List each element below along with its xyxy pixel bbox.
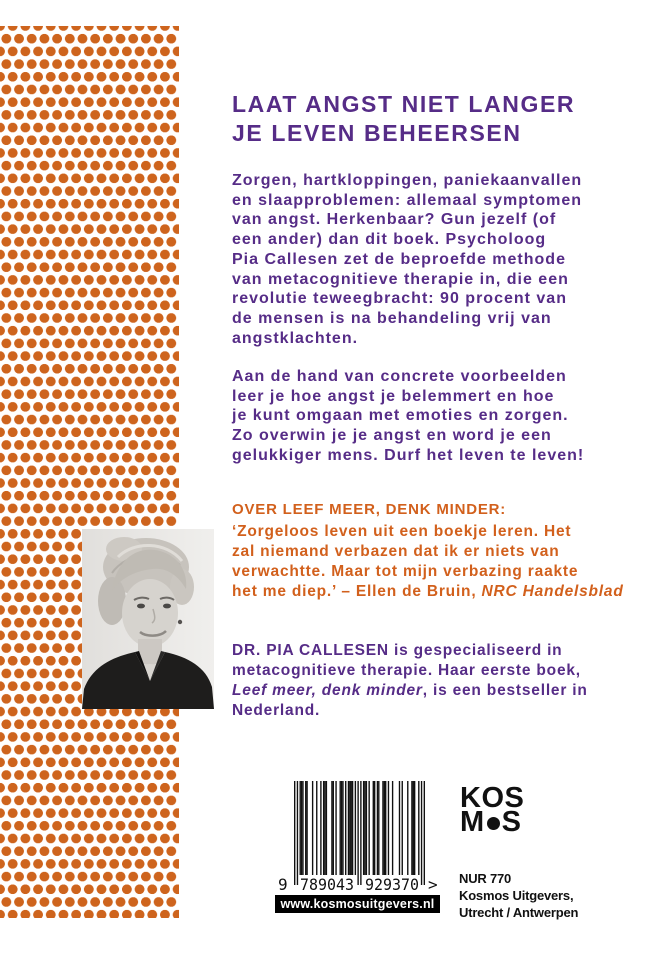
logo-letter: M xyxy=(460,806,485,838)
text-line xyxy=(232,681,588,701)
text-line: metacognitieve therapie. Haar eerste boek, xyxy=(232,662,581,679)
text-line: en slaapproblemen: allemaal symptomen xyxy=(232,191,582,209)
text-line: Aan de hand van concrete voorbeelden xyxy=(232,368,567,385)
logo-line xyxy=(460,806,524,838)
text-line: gelukkiger mens. Durf het leven te leven! xyxy=(232,446,585,464)
author-bio xyxy=(232,641,588,721)
blurb-paragraph-2 xyxy=(232,367,584,466)
page-title xyxy=(232,90,575,148)
text-line: een ander) dan dit boek. Psycholoog xyxy=(232,231,547,249)
title-line: LAAT ANGST NIET LANGER xyxy=(232,91,576,117)
text-line: Pia Callesen zet de beproefde methode xyxy=(232,250,566,268)
bio-text: , is een bestseller in xyxy=(422,682,588,699)
text-line: van metacognitieve therapie in, die een xyxy=(232,270,569,288)
text-line xyxy=(232,582,624,602)
logo-letter: S xyxy=(501,806,522,838)
title-line: JE LEVEN BEHEERSEN xyxy=(232,120,522,146)
text-line: Nederland. xyxy=(232,702,321,719)
logo-dot-icon xyxy=(487,817,500,830)
text-line: ‘Zorgeloos leven uit een boekje leren. Het xyxy=(232,523,572,540)
publisher-website-strip: www.kosmosuitgevers.nl xyxy=(275,895,440,913)
text-line: leer je hoe angst je belemmert en hoe xyxy=(232,387,555,405)
text-line: Zo overwin je je angst en word je een xyxy=(232,427,552,445)
quote-attribution: het me diep.’ – Ellen de Bruin, xyxy=(232,583,482,600)
barcode-digits-left: 789043 xyxy=(300,875,354,891)
author-portrait-graphic xyxy=(82,529,214,709)
text-line: Zorgen, hartkloppingen, paniekaanvallen xyxy=(232,172,583,189)
kosmos-logo xyxy=(460,782,525,838)
review-quote xyxy=(232,522,624,602)
barcode-lead-digit: 9 xyxy=(278,875,288,891)
publisher-name: Kosmos Uitgevers, xyxy=(459,887,574,903)
blurb-paragraph-1 xyxy=(232,171,582,348)
text-line: verwachtte. Maar tot mijn verbazing raakte xyxy=(232,563,579,580)
barcode-digits-right: 929370 xyxy=(365,875,419,891)
text-line: revolutie teweegbracht: 90 procent van xyxy=(232,290,567,308)
author-photo xyxy=(82,529,214,709)
nur-code: NUR 770 xyxy=(459,871,512,886)
ean-barcode xyxy=(276,781,440,891)
text-line: zal niemand verbazen dat ik er niets van xyxy=(232,543,560,560)
text-line: van angst. Herkenbaar? Gun jezelf (of xyxy=(232,211,557,229)
text-line xyxy=(232,641,588,661)
publisher-location: Utrecht / Antwerpen xyxy=(459,904,579,920)
polka-dot-pattern xyxy=(0,26,179,918)
barcode-arrow: > xyxy=(428,875,438,891)
text-line: angstklachten. xyxy=(232,329,359,347)
logo-line: KOS xyxy=(460,782,525,814)
review-heading: OVER LEEF MEER, DENK MINDER: xyxy=(232,501,507,518)
author-name: DR. PIA CALLESEN xyxy=(232,642,389,659)
text-line: de mensen is na behandeling vrij van xyxy=(232,309,552,327)
publisher-info xyxy=(459,871,578,921)
quote-source: NRC Handelsblad xyxy=(481,583,624,600)
bio-text: is gespecialiseerd in xyxy=(388,642,563,659)
text-line: je kunt omgaan met emoties en zorgen. xyxy=(232,407,569,425)
book-name: Leef meer, denk minder xyxy=(232,682,423,699)
